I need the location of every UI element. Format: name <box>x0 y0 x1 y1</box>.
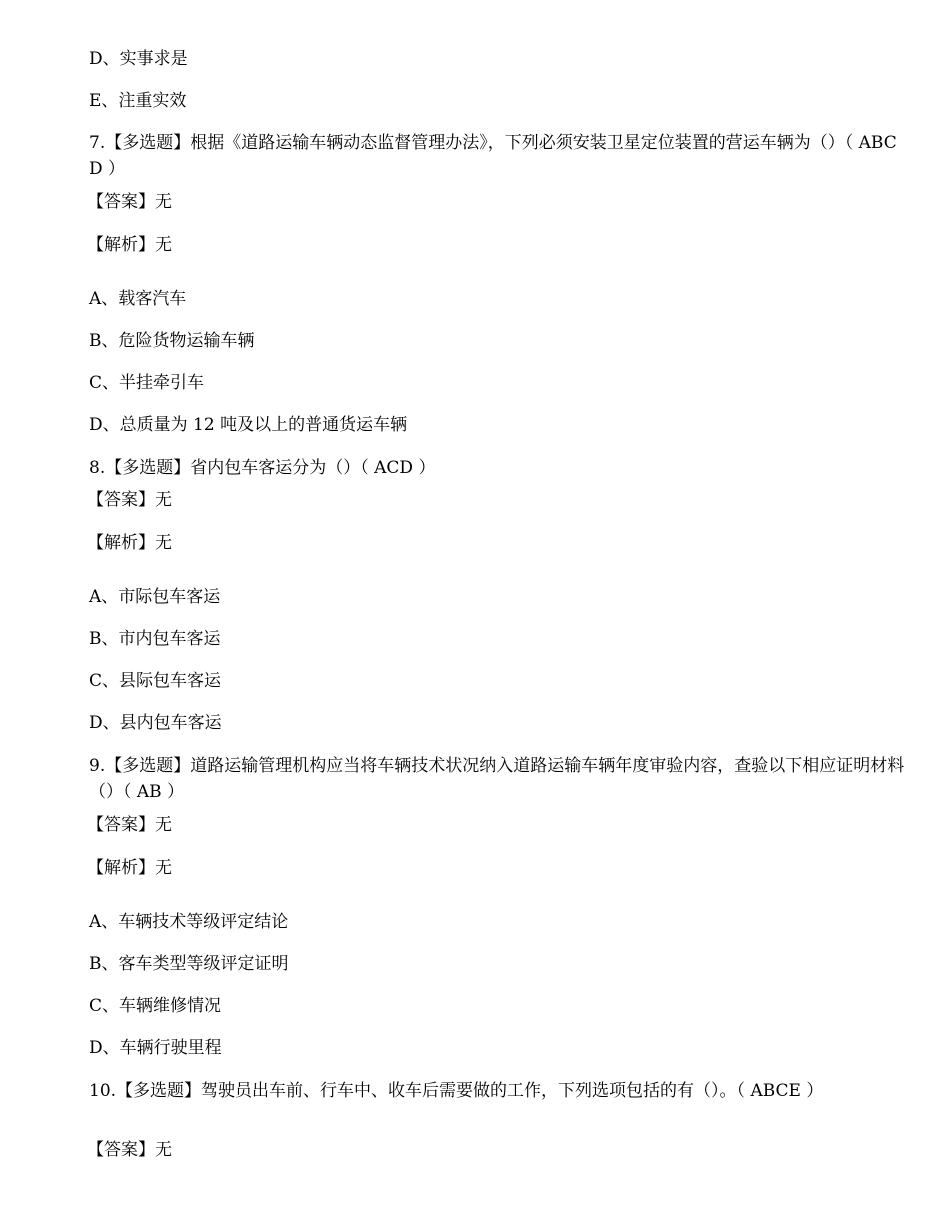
question-7-option-d: D、总质量为 12 吨及以上的普通货运车辆 <box>89 415 408 435</box>
option-e-prev: E、注重实效 <box>89 91 187 111</box>
question-9-analysis: 【解析】无 <box>87 858 172 878</box>
question-7-option-b: B、危险货物运输车辆 <box>89 331 255 351</box>
question-9-option-c: C、车辆维修情况 <box>89 996 222 1016</box>
question-8-analysis: 【解析】无 <box>87 533 172 553</box>
option-d-prev: D、实事求是 <box>89 49 188 69</box>
question-8-option-d: D、县内包车客运 <box>89 713 222 733</box>
question-7-option-c: C、半挂牵引车 <box>89 373 205 393</box>
question-7-answer: 【答案】无 <box>87 192 172 212</box>
question-8-option-b: B、市内包车客运 <box>89 629 221 649</box>
question-9-answer: 【答案】无 <box>87 815 172 835</box>
question-8-answer: 【答案】无 <box>87 490 172 510</box>
question-7-option-a: A、载客汽车 <box>89 289 187 309</box>
question-7-analysis: 【解析】无 <box>87 235 172 255</box>
question-10-answer: 【答案】无 <box>87 1140 172 1160</box>
question-9-text: 9.【多选题】道路运输管理机构应当将车辆技术状况纳入道路运输车辆年度审验内容，查验以下相应证明材料（）（ AB ） <box>89 756 905 802</box>
question-8-text: 8.【多选题】省内包车客运分为（）（ ACD ） <box>89 458 436 478</box>
question-7-text: 7.【多选题】根据《道路运输车辆动态监督管理办法》，下列必须安装卫星定位装置的营运车辆为（）（ ABCD ） <box>89 133 897 179</box>
question-9-option-b: B、客车类型等级评定证明 <box>89 954 289 974</box>
question-8-option-c: C、县际包车客运 <box>89 671 222 691</box>
question-9-option-d: D、车辆行驶里程 <box>89 1038 222 1058</box>
question-8-option-a: A、市际包车客运 <box>89 587 221 607</box>
question-9-option-a: A、车辆技术等级评定结论 <box>89 912 289 932</box>
question-10-text: 10.【多选题】驾驶员出车前、行车中、收车后需要做的工作，下列选项包括的有（）。（ ABCE ） <box>89 1081 824 1101</box>
